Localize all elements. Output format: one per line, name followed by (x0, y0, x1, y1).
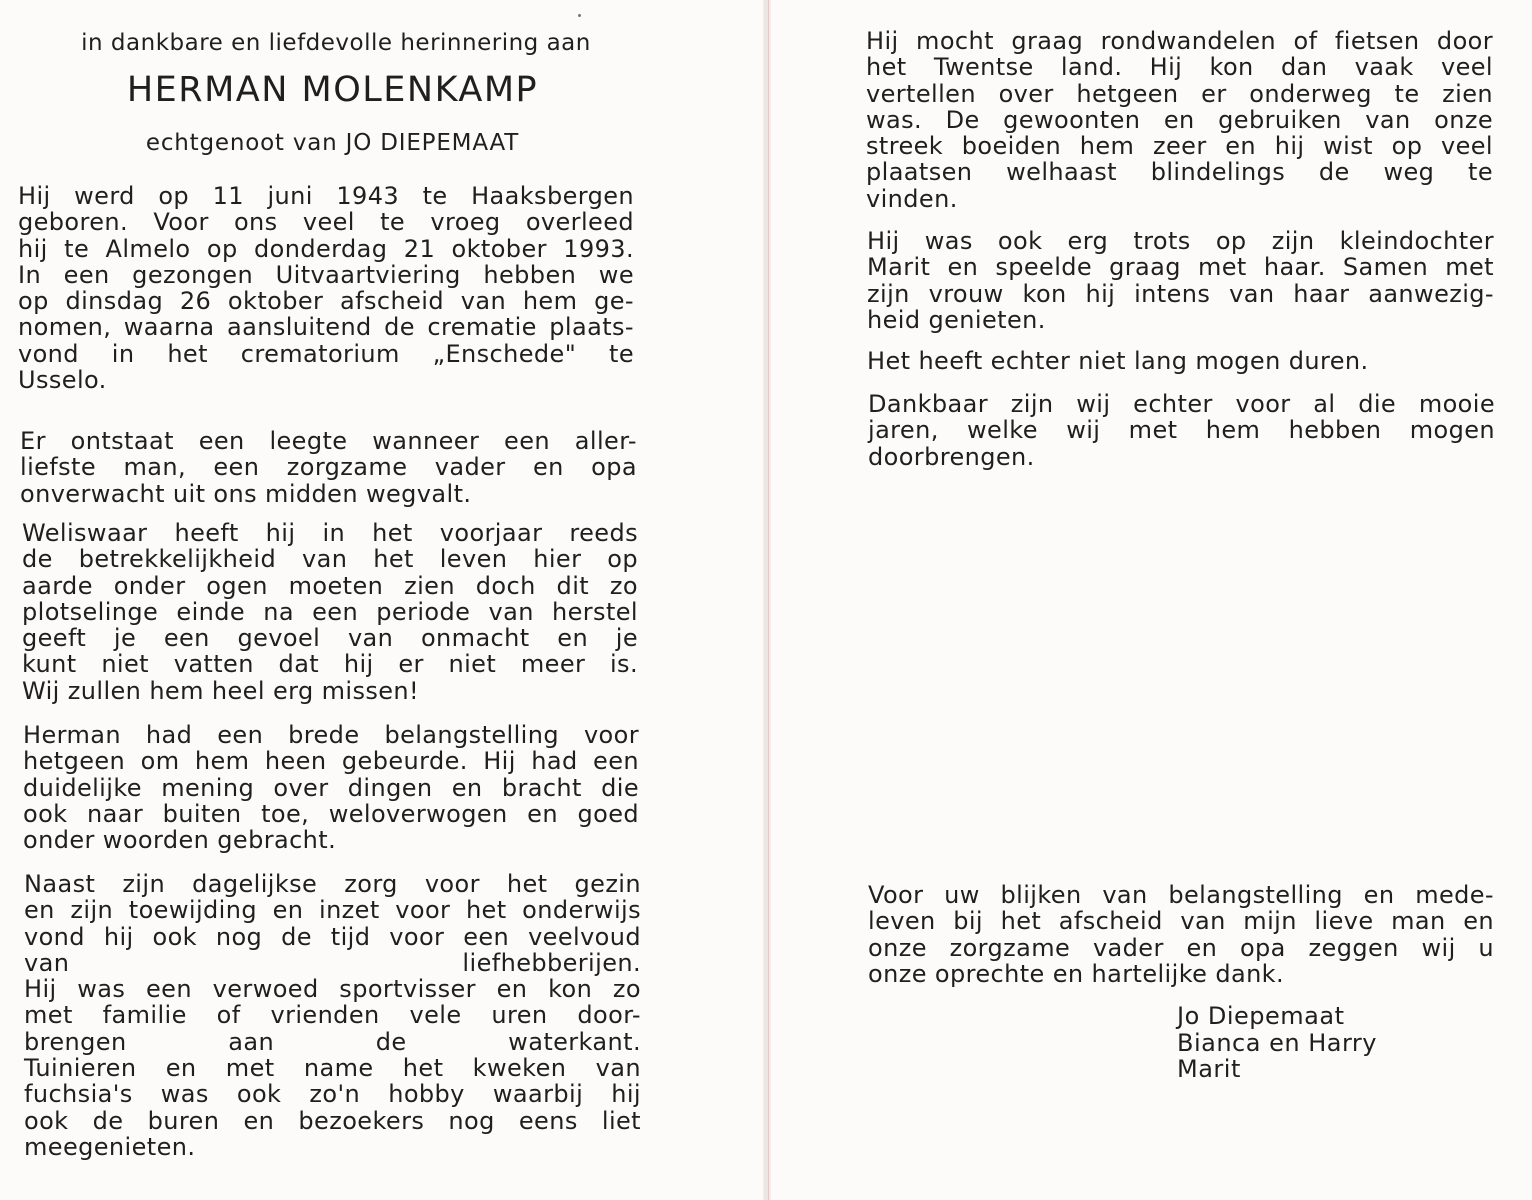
text-line: het Twentse land. Hij kon dan vaak veel (866, 53, 1493, 82)
paragraph-birth-death (18, 183, 634, 393)
text-line: Tuinieren en met name het kweken van (24, 1054, 641, 1083)
text-line: met familie of vrienden vele uren door- (24, 1001, 641, 1030)
signature-bianca-harry: Bianca en Harry (1177, 1028, 1377, 1057)
text-line: Naast zijn dagelijkse zorg voor het gezin (24, 870, 641, 898)
text-line: hetgeen om hem heen gebeurde. Hij had een (23, 747, 639, 776)
text-line: aarde onder ogen moeten zien doch dit zo (22, 571, 638, 600)
text-line: vond hij ook nog de tijd voor een veelvoud (24, 922, 641, 951)
signature-marit: Marit (1177, 1055, 1241, 1083)
text-line: heid genieten. (867, 305, 1046, 334)
text-line: de betrekkelijkheid van het leven hier op (22, 545, 638, 574)
paragraph-granddaughter (867, 228, 1494, 333)
print-speck (578, 14, 581, 17)
text-line: streek boeiden hem zeer en hij wist op veel (866, 132, 1493, 161)
paragraph-thanks (868, 882, 1494, 987)
text-line: Hij was ook erg trots op zijn kleindochter (867, 227, 1494, 255)
paragraph-illness (22, 520, 638, 704)
text-line: geeft je een gevoel van onmacht en je (22, 624, 638, 653)
text-line: onze zorgzame vader en opa zeggen wij u (868, 933, 1494, 962)
text-line: onverwacht uit ons midden wegvalt. (20, 479, 472, 508)
text-line: ook de buren en bezoekers nog eens liet (24, 1106, 641, 1135)
paragraph-character (23, 722, 639, 853)
text-line: doorbrengen. (868, 442, 1035, 471)
paragraph-not-long (867, 348, 1494, 374)
text-line: onze oprechte en hartelijke dank. (868, 959, 1285, 988)
text-line: Dankbaar zijn wij echter voor al die mooie (868, 390, 1495, 418)
text-line: Hij werd op 11 juni 1943 te Haaksbergen (18, 182, 634, 210)
text-line: jaren, welke wij met hem hebben mogen (868, 416, 1495, 445)
spouse-line: echtgenoot van JO DIEPEMAAT (145, 130, 520, 156)
text-line: en zijn toewijding en inzet voor het onderwijs (24, 896, 641, 925)
text-line: Voor uw blijken van belangstelling en mede- (868, 881, 1494, 909)
text-line: Er ontstaat een leegte wanneer een aller- (20, 427, 637, 455)
text-line: ook naar buiten toe, weloverwogen en goed (23, 799, 639, 828)
paragraph-emptiness (20, 428, 637, 507)
text-line: geboren. Voor ons veel te vroeg overleed (18, 208, 634, 237)
text-line: Marit en speelde graag met haar. Samen met (867, 253, 1494, 282)
dedication-line: in dankbare en liefdevolle herinnering aan (81, 30, 591, 56)
text-line: In een gezongen Uitvaartviering hebben we (18, 260, 634, 289)
text-line: nomen, waarna aansluitend de crematie plaats- (18, 313, 634, 342)
text-line: Weliswaar heeft hij in het voorjaar reeds (22, 519, 638, 547)
text-line: zijn vrouw kon hij intens van haar aanwezig- (867, 279, 1494, 308)
paragraph-walking (866, 28, 1493, 212)
signature-block (1177, 1003, 1377, 1083)
text-line: meegenieten. (24, 1132, 196, 1161)
left-page (0, 0, 763, 1200)
text-line: plaatsen welhaast blindelings de weg te (866, 158, 1493, 187)
text-line: Hij was een verwoed sportvisser en kon zo (24, 975, 641, 1004)
text-line: liefste man, een zorgzame vader en opa (20, 453, 637, 482)
text-line: vertellen over hetgeen er onderweg te zien (866, 79, 1493, 108)
card-fold (763, 0, 771, 1200)
text-line: van liefhebberijen. (24, 948, 641, 977)
paragraph-hobbies (24, 871, 641, 1160)
text-line: leven bij het afscheid van mijn lieve man en (868, 907, 1494, 936)
text-line: brengen aan de waterkant. (24, 1027, 641, 1056)
text-line: hij te Almelo op donderdag 21 oktober 1993. (18, 234, 634, 263)
text-line: fuchsia's was ook zo'n hobby waarbij hij (24, 1080, 641, 1109)
paragraph-grateful (868, 391, 1495, 470)
text-line: duidelijke mening over dingen en bracht die (23, 773, 639, 802)
text-line: Herman had een brede belangstelling voor (23, 721, 639, 749)
deceased-name: HERMAN MOLENKAMP (126, 70, 539, 110)
text-line: onder woorden gebracht. (23, 826, 337, 855)
text-line: Hij mocht graag rondwandelen of fietsen door (866, 27, 1493, 55)
text-line: kunt niet vatten dat hij er niet meer is. (22, 650, 638, 679)
text-line: op dinsdag 26 oktober afscheid van hem ge- (18, 287, 634, 316)
signature-jo: Jo Diepemaat (1177, 1002, 1345, 1030)
text-line: Het heeft echter niet lang mogen duren. (867, 347, 1369, 375)
text-line: vinden. (866, 184, 958, 213)
text-line: plotselinge einde na een periode van herstel (22, 597, 638, 626)
text-line: was. De gewoonten en gebruiken van onze (866, 105, 1493, 134)
text-line: Wij zullen hem heel erg missen! (22, 676, 420, 705)
text-line: Usselo. (18, 366, 107, 395)
text-line: vond in het crematorium „Enschede" te (18, 339, 634, 368)
